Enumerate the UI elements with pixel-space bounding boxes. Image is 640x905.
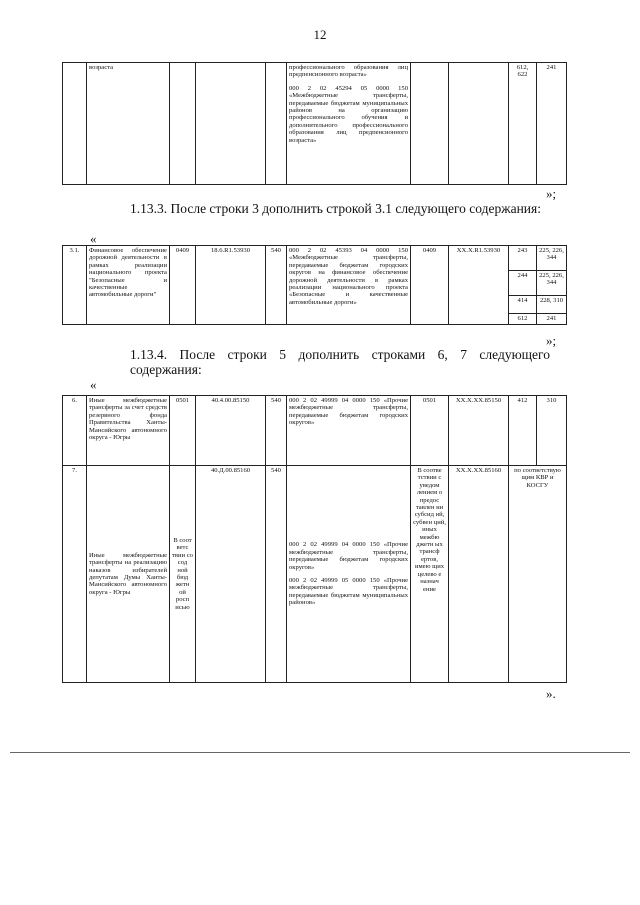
t2-kvr-1: 244 (509, 271, 537, 296)
t3-r7-razdel2: В соотве тствии с уведом лением о предос тавлен ии субсид ий, субвен ций, иных межбю джетн ых трансф ертов, имею щих целево е назнач ение (411, 466, 449, 683)
t3-r7-kvr-kosgu: по соответствую щим КВР и КОСГУ (509, 466, 567, 683)
t1-num (63, 63, 87, 185)
t1-desc-b: 000 2 02 45294 05 0000 150 «Межбюджетные трансферты, передаваемые бюджетам муниципальных районов на организацию профессионального обучения и дополнительного профессионального образования лиц предпенсионного возраста» (289, 84, 408, 144)
t3-r6-name: Иные межбюджетные трансферты за счет средств резервного фонда Правительства Ханты-Мансийского автономного округа - Югры (87, 396, 170, 466)
t1-kvr: 612, 622 (509, 63, 537, 185)
t3-r7-csr: 40.Д.00.85160 (196, 466, 266, 683)
t2-kvr-0: 243 (509, 246, 537, 271)
t2-csr: 18.6.R1.53930 (196, 246, 266, 325)
t2-closing: »; (546, 333, 557, 348)
section-1134 (90, 347, 550, 377)
t1-closing: »; (546, 186, 557, 201)
t1-razdel2 (411, 63, 449, 185)
t1-csr (196, 63, 266, 185)
t1-desc-a: профессионального образования лиц предпенсионного возраста» (289, 64, 408, 79)
t3-r7-num: 7. (63, 466, 87, 683)
table-continuation (62, 62, 567, 185)
t3-r6-num: 6. (63, 396, 87, 466)
t2-num: 3.1. (63, 246, 87, 325)
t3-r6-code: XX.X.XX.85150 (449, 396, 509, 466)
t3-closing: ». (546, 686, 556, 701)
t2-razdel: 0409 (170, 246, 196, 325)
t2-desc: 000 2 02 45393 04 0000 150 «Межбюджетные трансферты, передаваемые бюджетам городских округов на финансовое обеспечение дорожной деятельности в рамках реализации национального проекта «Безопасные и качественные автомобильные дороги» (287, 246, 411, 325)
t3-r6-desc: 000 2 02 49999 04 0000 150 «Прочие межбюджетные трансферты, передаваемые бюджетам городских округов» (287, 396, 411, 466)
section-1133 (90, 201, 550, 216)
t2-kvr-3: 612 (509, 314, 537, 325)
footer-divider (10, 752, 630, 753)
section-1133-text: 1.13.3. После строки 3 дополнить строкой 3.1 следующего содержания: (130, 201, 541, 216)
section-1134-quote: « (90, 377, 97, 392)
t1-razdel (170, 63, 196, 185)
t2-code: XX.X.R1.53930 (449, 246, 509, 325)
page-number: 12 (313, 27, 327, 42)
section-1133-quote: « (90, 231, 97, 246)
t3-r7-name: Иные межбюджетные трансферты на реализацию наказов избирателей депутатам Думы Ханты-Мансийского автономного округа - Югры (87, 466, 170, 683)
t2-kosgu-1: 225, 226, 344 (537, 271, 567, 296)
t3-r7-code: XX.X.XX.85160 (449, 466, 509, 683)
t3-r6-kosgu: 310 (537, 396, 567, 466)
t1-code (449, 63, 509, 185)
t3-r7-vr: 540 (266, 466, 287, 683)
t2-kosgu-3: 241 (537, 314, 567, 325)
section-1134-text: 1.13.4. После строки 5 дополнить строками 6, 7 следующего содержания: (130, 347, 550, 377)
t3-r6-csr: 40.4.00.85150 (196, 396, 266, 466)
t1-kosgu: 241 (537, 63, 567, 185)
t3-r6-vr: 540 (266, 396, 287, 466)
t2-kosgu-0: 225, 226, 344 (537, 246, 567, 271)
t2-razdel2: 0409 (411, 246, 449, 325)
t3-r6-razdel2: 0501 (411, 396, 449, 466)
t3-r7-desc (287, 466, 411, 683)
table-rows-6-7 (62, 395, 567, 683)
t2-name: Финансовое обеспечение дорожной деятельности в рамках реализации национального проекта "Безопасные и качественные автомобильные дороги" (87, 246, 170, 325)
t1-desc (287, 63, 411, 185)
t1-name: возраста (87, 63, 170, 185)
table-row-3-1 (62, 245, 567, 325)
t3-r6-razdel: 0501 (170, 396, 196, 466)
t3-r6-kvr: 412 (509, 396, 537, 466)
t1-vr (266, 63, 287, 185)
t3-r7-desc-a: 000 2 02 49999 04 0000 150 «Прочие межбюджетные трансферты, передаваемые бюджетам городских округов» (289, 541, 408, 571)
t2-kvr-2: 414 (509, 296, 537, 314)
t2-kosgu-2: 228, 310 (537, 296, 567, 314)
t3-r7-desc-b: 000 2 02 49999 05 0000 150 «Прочие межбюджетные трансферты, передаваемые бюджетам муниципальных районов» (289, 577, 408, 607)
t2-vr: 540 (266, 246, 287, 325)
t3-r7-razdel: В соот ветс твии со сод ной бюд жетн ой росп исью (170, 466, 196, 683)
